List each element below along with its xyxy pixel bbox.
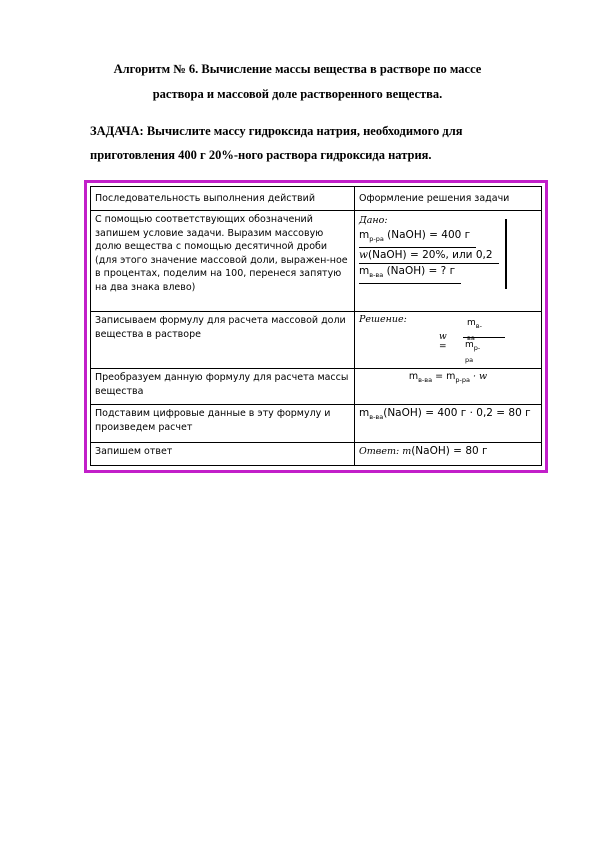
formula-denominator: $m_{р-ра}$ bbox=[465, 340, 481, 364]
given-block bbox=[359, 213, 537, 284]
step-cell: Запишем ответ bbox=[91, 443, 355, 466]
formula-numerator: $m_{в-}$ bbox=[467, 318, 482, 330]
calculation-cell bbox=[355, 405, 542, 443]
header-steps: Последовательность выполнения действий bbox=[91, 187, 355, 211]
answer-m: m bbox=[399, 446, 412, 457]
fraction-bar bbox=[463, 337, 505, 338]
table-row bbox=[91, 443, 542, 466]
answer-label: Ответ: bbox=[359, 446, 400, 457]
given-cell bbox=[355, 211, 542, 312]
given-divider bbox=[505, 219, 507, 289]
algorithm-table-frame bbox=[84, 180, 548, 473]
formula-lhs: w = bbox=[439, 332, 447, 352]
task-line-2: приготовления 400 г 20%-ного раствора гидроксида натрия. bbox=[90, 148, 432, 162]
given-line-mass-fraction: w(NaOH) = 20%, или 0,2 bbox=[359, 248, 499, 264]
formula-cell bbox=[355, 312, 542, 369]
table-row bbox=[91, 312, 542, 369]
table-row bbox=[91, 369, 542, 405]
solution-label: Решение: bbox=[359, 314, 407, 325]
table-row bbox=[91, 405, 542, 443]
header-solution: Оформление решения задачи bbox=[355, 187, 542, 211]
transformed-formula: $m_{в-ва} = m_{р-ра} \cdot w$ bbox=[408, 371, 488, 384]
answer-cell bbox=[355, 443, 542, 466]
calculation: $m_{в-ва}(NaOH) = 400$ г · 0,2 = 80 г bbox=[359, 407, 531, 422]
algorithm-table bbox=[90, 186, 542, 466]
table-row bbox=[91, 211, 542, 312]
step-cell: Записываем формулу для расчета массовой доли вещества в растворе bbox=[91, 312, 355, 369]
table-header-row bbox=[91, 187, 542, 211]
step-cell: С помощью соответствующих обозначений запишем условие задачи. Выразим массовую долю вещества с помощью десятичной дроби (для этого значение массовой доли, выражен-ное в процентах, поделим на 100, перенеся запятую на два знака влево) bbox=[91, 211, 355, 312]
answer-value: (NaOH) = 80 г bbox=[411, 445, 488, 457]
task-statement bbox=[90, 119, 530, 167]
given-line-unknown-mass: $m_{в-ва}$ (NaOH) = ? г bbox=[359, 264, 461, 284]
document-title bbox=[70, 57, 525, 107]
given-line-mass-solution: $m_{р-ра}$ (NaOH) = 400 г bbox=[359, 228, 476, 248]
task-line-1: ЗАДАЧА: Вычислите массу гидроксида натрия, необходимого для bbox=[90, 124, 463, 138]
title-line-1: Алгоритм № 6. Вычисление массы вещества в растворе по массе bbox=[113, 62, 482, 76]
given-title: Дано: bbox=[359, 215, 388, 226]
transformed-formula-cell bbox=[355, 369, 542, 405]
title-line-2: раствора и массовой доле растворенного вещества. bbox=[152, 87, 443, 101]
step-cell: Преобразуем данную формулу для расчета массы вещества bbox=[91, 369, 355, 405]
step-cell: Подставим цифровые данные в эту формулу и произведем расчет bbox=[91, 405, 355, 443]
